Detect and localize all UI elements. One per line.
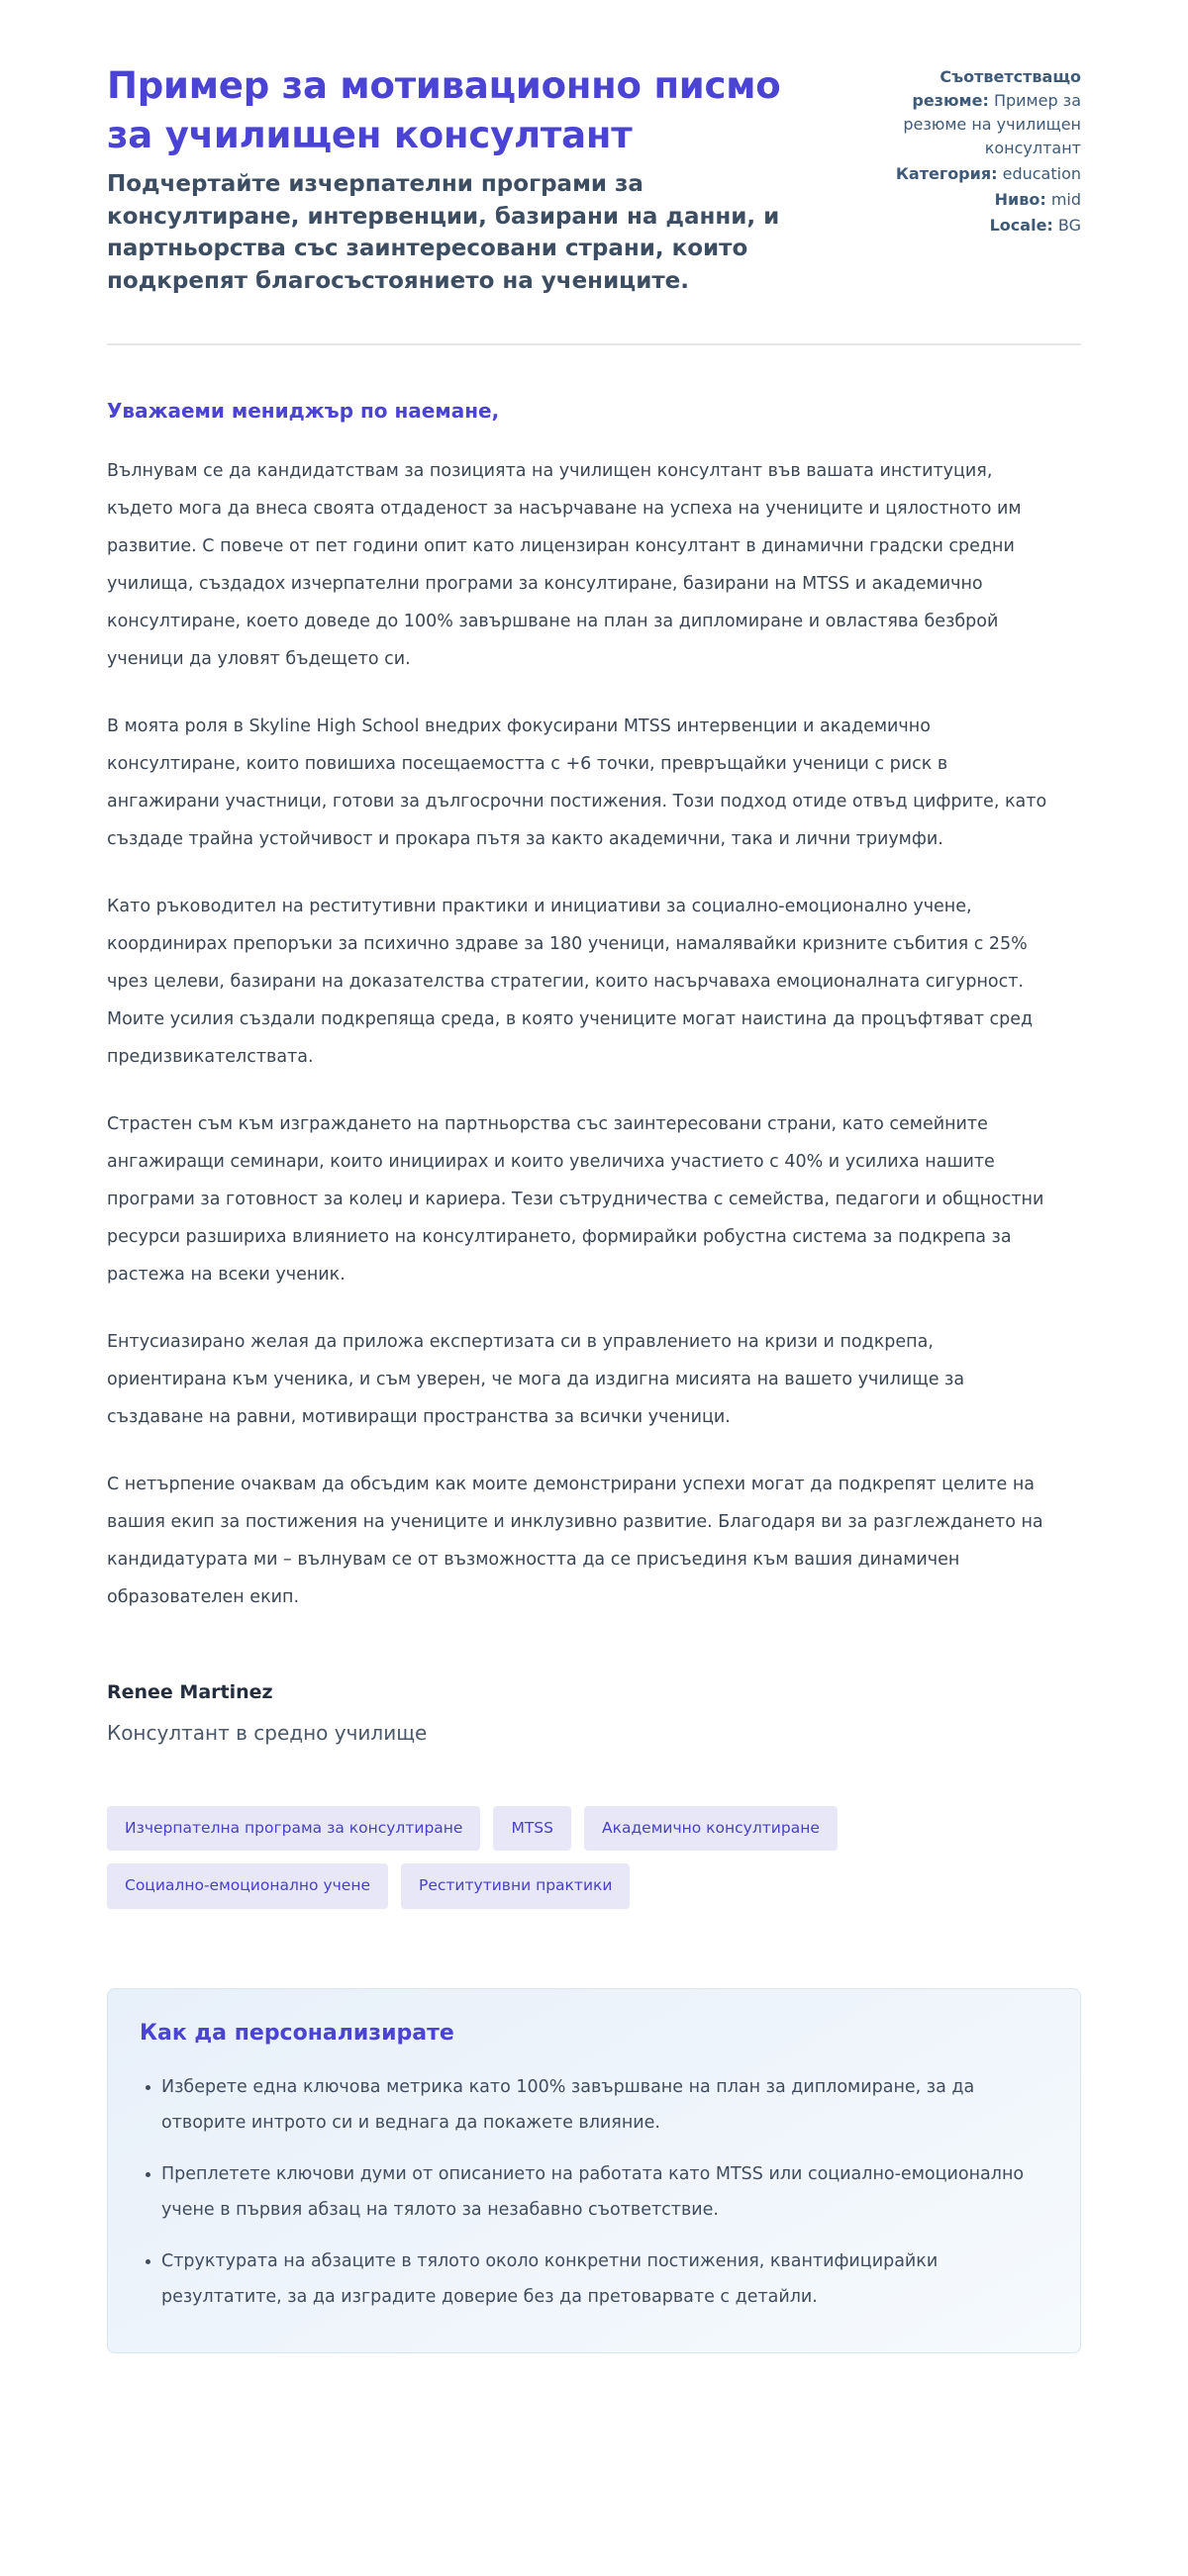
meta-matching-resume-label: Съответстващо резюме: bbox=[912, 67, 1081, 110]
meta-category bbox=[865, 162, 1081, 186]
tag-chip[interactable]: Изчерпателна програма за консултиране bbox=[107, 1806, 480, 1852]
letter-paragraph: Вълнувам се да кандидатствам за позицията на училищен консултант във вашата институция, където мога да внеса своята отдаденост за насърчаване на успеха на учениците и цялостното им развитие. С повече от пет години опит като лицензиран консултант в динамични градски средни училища, създадох изчерпателни програми за консултиране, базирани на MTSS и академично консултиране, което доведе до 100% завършване на план за дипломиране и овластява безброй ученици да уловят бъдещето си. bbox=[107, 460, 1022, 669]
page-subtitle: Подчертайте изчерпателни програми за консултиране, интервенции, базирани на данни, и партньорства със заинтересовани страни, които подкрепят благосъстоянието на учениците. bbox=[107, 170, 780, 294]
cover-letter-body bbox=[107, 399, 1081, 1745]
meta-level-value: mid bbox=[1050, 190, 1081, 209]
meta-level bbox=[865, 188, 1081, 212]
page-header bbox=[107, 61, 1081, 298]
signature-role: Консултант в средно училище bbox=[107, 1720, 428, 1745]
meta-locale bbox=[865, 214, 1081, 238]
meta-locale-value: BG bbox=[1057, 216, 1081, 235]
meta-matching-resume-value: Пример за резюме на училищен консултант bbox=[903, 91, 1081, 157]
tag-chip[interactable]: MTSS bbox=[493, 1806, 571, 1852]
signature-name: Renee Martinez bbox=[107, 1680, 273, 1703]
letter-paragraph: С нетърпение очаквам да обсъдим как моите демонстрирани успехи могат да подкрепят целите на вашия екип за постижения на учениците и инклузивно развитие. Благодаря ви за разглеждането на кандидатурата ми – вълнувам се от възможността да се присъединя към вашия динамичен образователен екип. bbox=[107, 1474, 1043, 1607]
meta-level-label: Ниво: bbox=[994, 190, 1046, 209]
keyword-tags bbox=[107, 1806, 958, 1909]
meta-matching-resume bbox=[865, 65, 1081, 160]
tag-chip[interactable]: Реститутивни практики bbox=[401, 1863, 630, 1909]
tip-item: • Преплетете ключови думи от описанието на работата като MTSS или социално-емоционално учене в първия абзац на тялото за незабавно съответствие. bbox=[161, 2156, 1046, 2228]
meta-category-label: Категория: bbox=[895, 164, 998, 183]
tag-chip[interactable]: Социално-емоционално учене bbox=[107, 1863, 388, 1909]
letter-greeting: Уважаеми мениджър по наемане, bbox=[107, 398, 500, 423]
tag-chip[interactable]: Академично консултиране bbox=[584, 1806, 838, 1852]
header-divider bbox=[107, 343, 1081, 345]
letter-paragraph: В моята роля в Skyline High School внедрих фокусирани MTSS интервенции и академично консултиране, които повишиха посещаемостта с +6 точки, превръщайки ученици с риск в ангажирани участници, готови за дългосрочни постижения. Този подход отиде отвъд цифрите, като създаде трайна устойчивост и прокара пътя за както академични, така и лични триумфи. bbox=[107, 716, 1047, 849]
letter-paragraph: Като ръководител на реститутивни практики и инициативи за социално-емоционално учене, координирах препоръки за психично здраве за 180 ученици, намалявайки кризните събития с 25% чрез целеви, базирани на доказателства стратегии, които насърчаваха емоционалната сигурност. Моите усилия създали подкрепяща среда, в която учениците могат наистина да процъфтяват сред предизвикателствата. bbox=[107, 896, 1034, 1067]
page-title: Пример за мотивационно писмо за училищен консултант bbox=[107, 64, 781, 156]
tip-item: • Структурата на абзаците в тялото около конкретни постижения, квантифицирайки резултатите, за да изградите доверие без да претоварвате с детайли. bbox=[161, 2243, 1046, 2315]
meta-locale-label: Locale: bbox=[989, 216, 1053, 235]
letter-paragraph: Ентусиазирано желая да приложа експертизата си в управлението на кризи и подкрепа, ориентирана към ученика, и съм уверен, че мога да издигна мисията на вашето училище за създаване на равни, мотивиращи пространства за всички ученици. bbox=[107, 1331, 965, 1427]
tips-list bbox=[140, 2069, 1046, 2315]
meta-category-value: education bbox=[1002, 164, 1081, 183]
header-title-block bbox=[107, 61, 810, 298]
personalization-tips-box bbox=[107, 1988, 1081, 2353]
tip-item: • Изберете една ключова метрика като 100% завършване на план за дипломиране, за да отворите интрото си и веднага да покажете влияние. bbox=[161, 2069, 1046, 2141]
tips-title: Как да персонализирате bbox=[140, 2020, 454, 2046]
letter-paragraph: Страстен съм към изграждането на партньорства със заинтересовани страни, като семейните ангажиращи семинари, които инициирах и които увеличиха участието с 40% и усилиха нашите програми за готовност за колеџ и кариера. Тези сътрудничества с семейства, педагоги и общностни ресурси разшириха влиянието на консултирането, формирайки робустна система за подкрепа за растежа на всеки ученик. bbox=[107, 1113, 1044, 1285]
meta-sidebar bbox=[865, 61, 1081, 239]
signature-block bbox=[107, 1681, 1081, 1745]
